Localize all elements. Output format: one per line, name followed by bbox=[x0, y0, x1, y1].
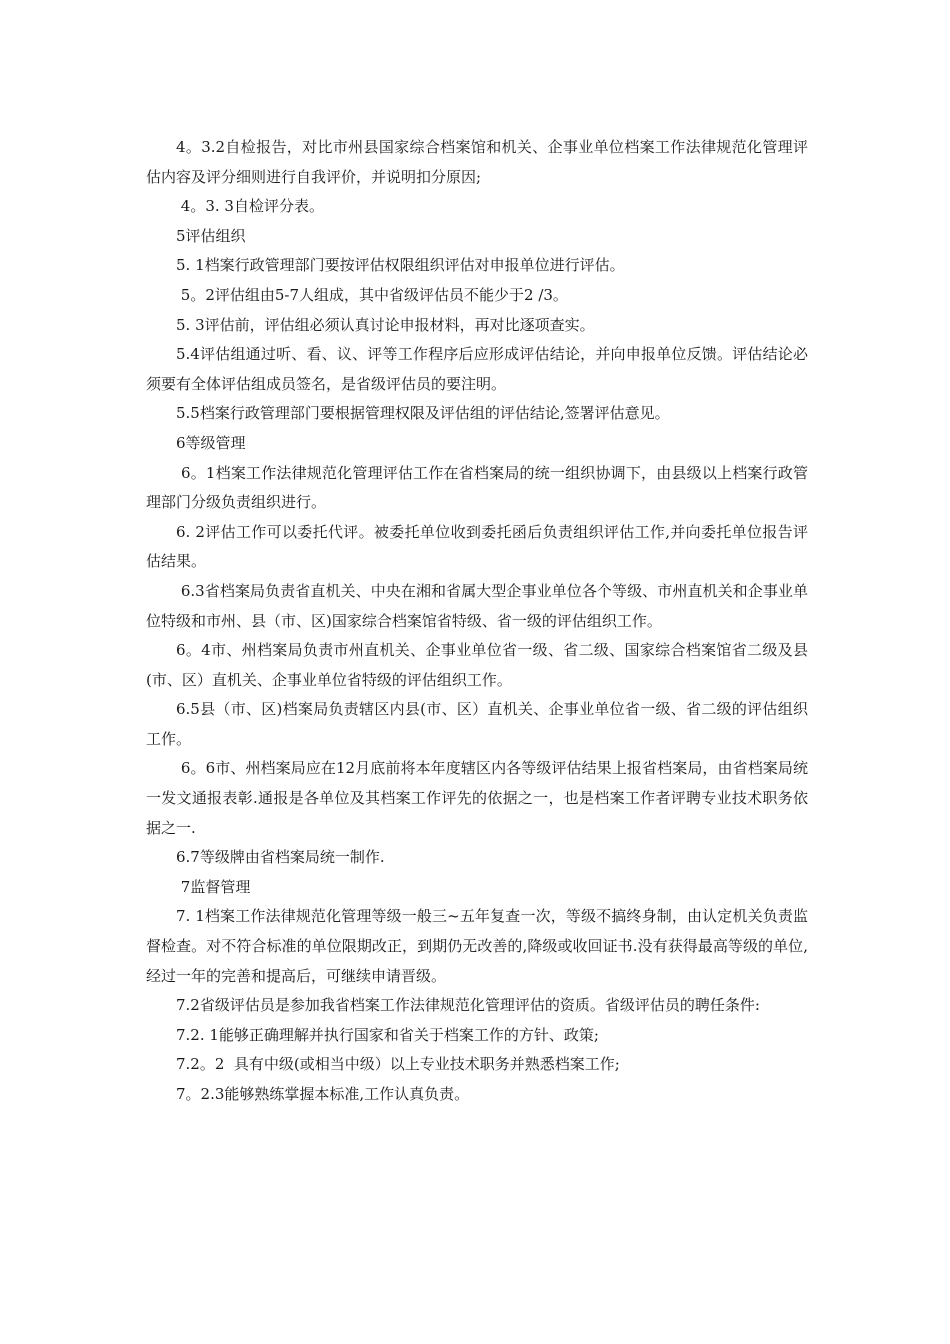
paragraph-7-2: 7.2省级评估员是参加我省档案工作法律规范化管理评估的资质。省级评估员的聘任条件: bbox=[176, 996, 760, 1015]
paragraph-7-1: 7. 1档案工作法律规范化管理等级一般三~五年复查一次，等级不搞终身制，由认定机关负责监督检查。对不符合标准的单位限期改正，到期仍无改善的,降级或收回证书.没有获得最高等级的单位,经过一年的完善和提高后，可继续申请晋级。 bbox=[146, 907, 808, 985]
paragraph-6-6: 6。6市、州档案局应在12月底前将本年度辖区内各等级评估结果上报省档案局，由省档案局统一发文通报表彰.通报是各单位及其档案工作评先的依据之一，也是档案工作者评聘专业技术职务依据之一. bbox=[146, 759, 808, 837]
paragraph-6-5: 6.5县（市、区)档案局负责辖区内县(市、区）直机关、企事业单位省一级、省二级的评估组织工作。 bbox=[146, 700, 808, 748]
paragraph-6-2: 6. 2评估工作可以委托代评。被委托单位收到委托函后负责组织评估工作,并向委托单位报告评估结果。 bbox=[146, 522, 808, 571]
paragraph-5-1: 5. 1档案行政管理部门要按评估权限组织评估对申报单位进行评估。 bbox=[176, 256, 625, 275]
paragraph-7-2-1: 7.2. 1能够正确理解并执行国家和省关于档案工作的方针、政策; bbox=[176, 1025, 599, 1044]
paragraph-4-3-3: 4。3. 3自检评分表。 bbox=[176, 197, 324, 216]
paragraph-6-7: 6.7等级牌由省档案局统一制作. bbox=[176, 848, 385, 867]
document-page bbox=[146, 133, 808, 1110]
paragraph-5-2: 5。2评估组由5-7人组成，其中省级评估员不能少于2 /3。 bbox=[176, 285, 568, 304]
paragraph-6-1: 6。1档案工作法律规范化管理评估工作在省档案局的统一组织协调下，由县级以上档案行政管理部门分级负责组织进行。 bbox=[146, 463, 808, 512]
paragraph-5-3: 5. 3评估前，评估组必须认真讨论申报材料，再对比逐项查实。 bbox=[176, 315, 595, 334]
paragraph-6-4: 6。4市、州档案局负责市州直机关、企事业单位省一级、省二级、国家综合档案馆省二级及县(市、区）直机关、企事业单位省特级的评估组织工作。 bbox=[146, 641, 808, 689]
paragraph-7-2-3: 7。2.3能够熟练掌握本标准,工作认真负责。 bbox=[176, 1085, 470, 1103]
paragraph-7-2-2: 7.2。2 具有中级(或相当中级）以上专业技术职务并熟悉档案工作; bbox=[176, 1055, 620, 1074]
section-heading-5: 5评估组织 bbox=[176, 226, 246, 245]
paragraph-5-5: 5.5档案行政管理部门要根据管理权限及评估组的评估结论,签署评估意见。 bbox=[176, 404, 670, 423]
section-heading-6: 6等级管理 bbox=[176, 433, 246, 452]
paragraph-6-3: 6.3省档案局负责省直机关、中央在湘和省属大型企事业单位各个等级、市州直机关和企事业单位特级和市州、县（市、区)国家综合档案馆省特级、省一级的评估组织工作。 bbox=[146, 581, 808, 630]
section-heading-7: 7监督管理 bbox=[176, 877, 251, 896]
paragraph-4-3-2: 4。3.2自检报告，对比市州县国家综合档案馆和机关、企事业单位档案工作法律规范化管理评估内容及评分细则进行自我评价，并说明扣分原因; bbox=[146, 138, 808, 186]
paragraph-5-4: 5.4评估组通过听、看、议、评等工作程序后应形成评估结论，并向申报单位反馈。评估结论必须要有全体评估组成员签名，是省级评估员的要注明。 bbox=[146, 345, 808, 393]
